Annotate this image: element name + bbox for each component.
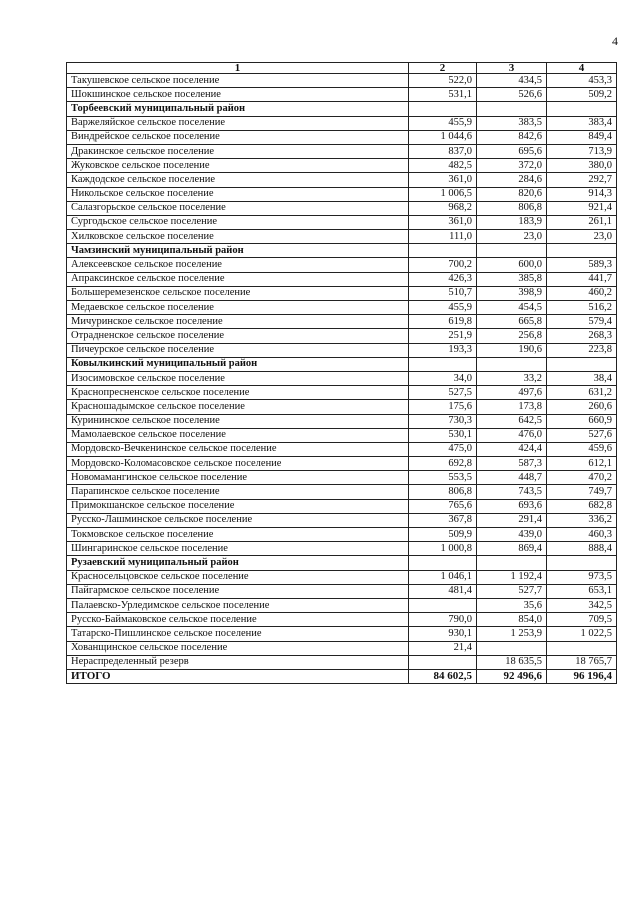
value-col-3: 642,5 — [477, 414, 547, 428]
table-row — [67, 386, 617, 400]
page-number: 4 — [612, 34, 618, 48]
settlement-name: Апраксинское сельское поселение — [67, 272, 409, 286]
table-row — [67, 201, 617, 215]
value-col-3: 284,6 — [477, 173, 547, 187]
value-col-3: 497,6 — [477, 386, 547, 400]
section-title: Ковылкинский муниципальный район — [67, 357, 409, 371]
value-col-2: 193,3 — [409, 343, 477, 357]
table-row — [67, 159, 617, 173]
empty-cell — [547, 102, 617, 116]
settlement-name: Курининское сельское поселение — [67, 414, 409, 428]
value-col-2: 509,9 — [409, 528, 477, 542]
value-col-2: 175,6 — [409, 400, 477, 414]
table-row — [67, 655, 617, 669]
value-col-3: 448,7 — [477, 471, 547, 485]
table-row — [67, 187, 617, 201]
table-row — [67, 215, 617, 229]
table-row — [67, 641, 617, 655]
value-col-4: 23,0 — [547, 230, 617, 244]
empty-cell — [409, 102, 477, 116]
value-col-4: 914,3 — [547, 187, 617, 201]
value-col-3: 527,7 — [477, 584, 547, 598]
settlement-name: Салазгорьское сельское поселение — [67, 201, 409, 215]
settlement-name: Красносельцовское сельское поселение — [67, 570, 409, 584]
value-col-2: 455,9 — [409, 116, 477, 130]
settlement-name: Никольское сельское поселение — [67, 187, 409, 201]
value-col-4: 682,8 — [547, 499, 617, 513]
value-col-2 — [409, 598, 477, 612]
value-col-3: 439,0 — [477, 528, 547, 542]
value-col-2: 455,9 — [409, 301, 477, 315]
value-col-3: 476,0 — [477, 428, 547, 442]
value-col-3: 33,2 — [477, 371, 547, 385]
table-row — [67, 272, 617, 286]
section-row — [67, 556, 617, 570]
section-title: Чамзинский муниципальный район — [67, 244, 409, 258]
settlement-name: Мордовско-Вечкенинское сельское поселение — [67, 442, 409, 456]
value-col-2: 426,3 — [409, 272, 477, 286]
value-col-4: 460,2 — [547, 286, 617, 300]
settlement-name: Шингаринское сельское поселение — [67, 542, 409, 556]
value-col-3: 600,0 — [477, 258, 547, 272]
section-title: Рузаевский муниципальный район — [67, 556, 409, 570]
value-col-3: 587,3 — [477, 457, 547, 471]
empty-cell — [547, 357, 617, 371]
value-col-3 — [477, 641, 547, 655]
settlement-name: Нераспределенный резерв — [67, 655, 409, 669]
table-row — [67, 499, 617, 513]
settlement-name: Новомамангинское сельское поселение — [67, 471, 409, 485]
settlement-name: Палаевско-Урледимское сельское поселение — [67, 598, 409, 612]
empty-cell — [409, 244, 477, 258]
value-col-2: 111,0 — [409, 230, 477, 244]
value-col-4: 509,2 — [547, 88, 617, 102]
value-col-2: 531,1 — [409, 88, 477, 102]
settlement-name: Мамолаевское сельское поселение — [67, 428, 409, 442]
settlement-name: Мордовско-Коломасовское сельское поселение — [67, 457, 409, 471]
table-row — [67, 542, 617, 556]
table-row — [67, 485, 617, 499]
section-title: Торбеевский муниципальный район — [67, 102, 409, 116]
empty-cell — [547, 244, 617, 258]
settlement-name: Хованщинское сельское поселение — [67, 641, 409, 655]
section-row — [67, 102, 617, 116]
section-row — [67, 357, 617, 371]
value-col-3: 92 496,6 — [477, 669, 547, 683]
value-col-2: 968,2 — [409, 201, 477, 215]
settlement-name: Русско-Лашминское сельское поселение — [67, 513, 409, 527]
table-row — [67, 130, 617, 144]
value-col-3: 820,6 — [477, 187, 547, 201]
value-col-4: 612,1 — [547, 457, 617, 471]
value-col-4: 516,2 — [547, 301, 617, 315]
value-col-2: 837,0 — [409, 144, 477, 158]
table-row — [67, 513, 617, 527]
empty-cell — [409, 357, 477, 371]
settlement-name: Краснопресненское сельское поселение — [67, 386, 409, 400]
value-col-2: 522,0 — [409, 74, 477, 88]
budget-table — [66, 62, 617, 684]
table-row — [67, 301, 617, 315]
table-row — [67, 584, 617, 598]
settlement-name: Токмовское сельское поселение — [67, 528, 409, 542]
value-col-3: 665,8 — [477, 315, 547, 329]
value-col-2: 251,9 — [409, 329, 477, 343]
value-col-3: 190,6 — [477, 343, 547, 357]
value-col-3: 1 253,9 — [477, 627, 547, 641]
value-col-2: 730,3 — [409, 414, 477, 428]
table-row — [67, 144, 617, 158]
value-col-2: 700,2 — [409, 258, 477, 272]
table-row — [67, 457, 617, 471]
value-col-4: 749,7 — [547, 485, 617, 499]
value-col-3: 173,8 — [477, 400, 547, 414]
table-row — [67, 598, 617, 612]
empty-cell — [477, 357, 547, 371]
settlement-name: Пичеурское сельское поселение — [67, 343, 409, 357]
value-col-2: 765,6 — [409, 499, 477, 513]
table-row — [67, 230, 617, 244]
value-col-4: 709,5 — [547, 613, 617, 627]
settlement-name: Пайгармское сельское поселение — [67, 584, 409, 598]
section-row — [67, 244, 617, 258]
empty-cell — [477, 244, 547, 258]
settlement-name: Варжеляйское сельское поселение — [67, 116, 409, 130]
value-col-2: 510,7 — [409, 286, 477, 300]
table-row — [67, 315, 617, 329]
settlement-name: Такушевское сельское поселение — [67, 74, 409, 88]
value-col-4: 888,4 — [547, 542, 617, 556]
value-col-4: 470,2 — [547, 471, 617, 485]
value-col-3: 869,4 — [477, 542, 547, 556]
value-col-4: 336,2 — [547, 513, 617, 527]
header-col-3: 3 — [477, 63, 547, 74]
value-col-4: 849,4 — [547, 130, 617, 144]
value-col-4: 453,3 — [547, 74, 617, 88]
table-row — [67, 570, 617, 584]
settlement-name: Алексеевское сельское поселение — [67, 258, 409, 272]
value-col-4 — [547, 641, 617, 655]
value-col-3: 256,8 — [477, 329, 547, 343]
value-col-2: 34,0 — [409, 371, 477, 385]
settlement-name: Мичуринское сельское поселение — [67, 315, 409, 329]
value-col-2: 475,0 — [409, 442, 477, 456]
settlement-name: Жуковское сельское поселение — [67, 159, 409, 173]
table-row — [67, 173, 617, 187]
value-col-4: 96 196,4 — [547, 669, 617, 683]
value-col-2: 361,0 — [409, 215, 477, 229]
table-row — [67, 471, 617, 485]
value-col-3: 806,8 — [477, 201, 547, 215]
value-col-4: 268,3 — [547, 329, 617, 343]
settlement-name: Хилковское сельское поселение — [67, 230, 409, 244]
table-row — [67, 74, 617, 88]
value-col-4: 631,2 — [547, 386, 617, 400]
value-col-3: 18 635,5 — [477, 655, 547, 669]
value-col-4: 38,4 — [547, 371, 617, 385]
value-col-2 — [409, 655, 477, 669]
table-row — [67, 442, 617, 456]
settlement-name: Примокшанское сельское поселение — [67, 499, 409, 513]
value-col-3: 398,9 — [477, 286, 547, 300]
value-col-2: 1 044,6 — [409, 130, 477, 144]
value-col-2: 482,5 — [409, 159, 477, 173]
value-col-4: 589,3 — [547, 258, 617, 272]
value-col-2: 1 006,5 — [409, 187, 477, 201]
value-col-3: 454,5 — [477, 301, 547, 315]
settlement-name: Каждодское сельское поселение — [67, 173, 409, 187]
value-col-4: 459,6 — [547, 442, 617, 456]
table-body — [67, 74, 617, 684]
value-col-3: 23,0 — [477, 230, 547, 244]
value-col-3: 183,9 — [477, 215, 547, 229]
value-col-3: 291,4 — [477, 513, 547, 527]
table-row — [67, 528, 617, 542]
empty-cell — [477, 556, 547, 570]
value-col-2: 1 046,1 — [409, 570, 477, 584]
value-col-2: 619,8 — [409, 315, 477, 329]
table-row — [67, 286, 617, 300]
value-col-3: 372,0 — [477, 159, 547, 173]
value-col-4: 973,5 — [547, 570, 617, 584]
value-col-3: 383,5 — [477, 116, 547, 130]
table-row — [67, 400, 617, 414]
value-col-4: 713,9 — [547, 144, 617, 158]
header-col-2: 2 — [409, 63, 477, 74]
empty-cell — [477, 102, 547, 116]
value-col-4: 527,6 — [547, 428, 617, 442]
value-col-2: 527,5 — [409, 386, 477, 400]
value-col-3: 695,6 — [477, 144, 547, 158]
value-col-4: 380,0 — [547, 159, 617, 173]
value-col-4: 460,3 — [547, 528, 617, 542]
settlement-name: Красношадымское сельское поселение — [67, 400, 409, 414]
total-row — [67, 669, 617, 683]
table-row — [67, 428, 617, 442]
settlement-name: Дракинское сельское поселение — [67, 144, 409, 158]
value-col-3: 854,0 — [477, 613, 547, 627]
settlement-name: Медаевское сельское поселение — [67, 301, 409, 315]
settlement-name: ИТОГО — [67, 669, 409, 683]
value-col-3: 35,6 — [477, 598, 547, 612]
settlement-name: Отрадненское сельское поселение — [67, 329, 409, 343]
table-row — [67, 116, 617, 130]
value-col-4: 223,8 — [547, 343, 617, 357]
table-row — [67, 343, 617, 357]
settlement-name: Парапинское сельское поселение — [67, 485, 409, 499]
table-row — [67, 258, 617, 272]
settlement-name: Сургодьское сельское поселение — [67, 215, 409, 229]
value-col-4: 921,4 — [547, 201, 617, 215]
settlement-name: Виндрейское сельское поселение — [67, 130, 409, 144]
value-col-2: 790,0 — [409, 613, 477, 627]
settlement-name: Татарско-Пишлинское сельское поселение — [67, 627, 409, 641]
table-row — [67, 613, 617, 627]
header-col-4: 4 — [547, 63, 617, 74]
value-col-4: 260,6 — [547, 400, 617, 414]
value-col-3: 424,4 — [477, 442, 547, 456]
settlement-name: Шокшинское сельское поселение — [67, 88, 409, 102]
table-row — [67, 371, 617, 385]
value-col-2: 930,1 — [409, 627, 477, 641]
table-row — [67, 329, 617, 343]
table-row — [67, 414, 617, 428]
value-col-3: 385,8 — [477, 272, 547, 286]
value-col-4: 660,9 — [547, 414, 617, 428]
value-col-2: 692,8 — [409, 457, 477, 471]
value-col-3: 526,6 — [477, 88, 547, 102]
value-col-4: 383,4 — [547, 116, 617, 130]
value-col-2: 1 000,8 — [409, 542, 477, 556]
value-col-4: 292,7 — [547, 173, 617, 187]
empty-cell — [547, 556, 617, 570]
empty-cell — [409, 556, 477, 570]
settlement-name: Изосимовское сельское поселение — [67, 371, 409, 385]
value-col-4: 261,1 — [547, 215, 617, 229]
value-col-2: 481,4 — [409, 584, 477, 598]
value-col-4: 18 765,7 — [547, 655, 617, 669]
value-col-2: 553,5 — [409, 471, 477, 485]
value-col-2: 367,8 — [409, 513, 477, 527]
value-col-4: 653,1 — [547, 584, 617, 598]
header-col-1: 1 — [67, 63, 409, 74]
settlement-name: Большеремезенское сельское поселение — [67, 286, 409, 300]
value-col-2: 806,8 — [409, 485, 477, 499]
value-col-4: 342,5 — [547, 598, 617, 612]
table-header-row — [67, 63, 617, 74]
value-col-4: 579,4 — [547, 315, 617, 329]
value-col-3: 743,5 — [477, 485, 547, 499]
value-col-4: 1 022,5 — [547, 627, 617, 641]
value-col-3: 1 192,4 — [477, 570, 547, 584]
value-col-2: 361,0 — [409, 173, 477, 187]
table-row — [67, 88, 617, 102]
value-col-3: 842,6 — [477, 130, 547, 144]
value-col-4: 441,7 — [547, 272, 617, 286]
value-col-2: 530,1 — [409, 428, 477, 442]
value-col-2: 21,4 — [409, 641, 477, 655]
value-col-3: 434,5 — [477, 74, 547, 88]
value-col-2: 84 602,5 — [409, 669, 477, 683]
value-col-3: 693,6 — [477, 499, 547, 513]
settlement-name: Русско-Баймаковское сельское поселение — [67, 613, 409, 627]
table-row — [67, 627, 617, 641]
